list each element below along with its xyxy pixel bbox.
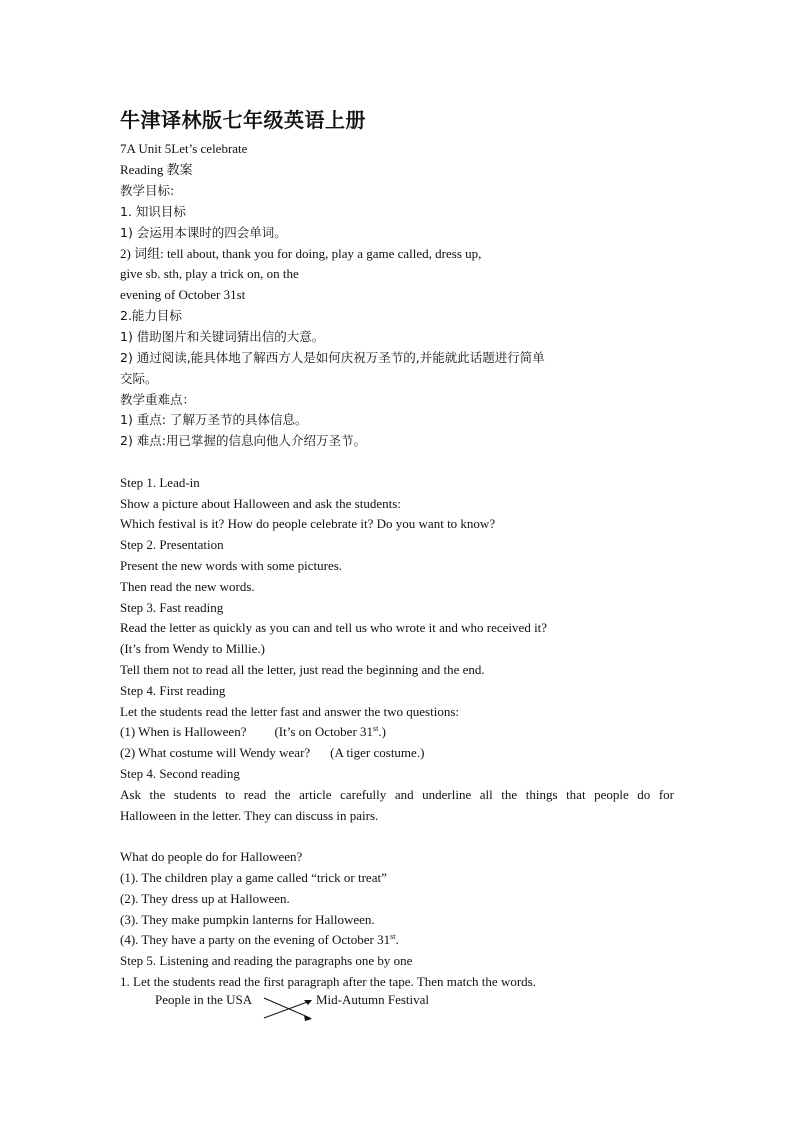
halloween-question: What do people do for Halloween? [120, 849, 303, 864]
step1-heading: Step 1. Lead-in [120, 475, 200, 490]
ability-goal-1: 1) 借助图片和关键词猜出信的大意。 [120, 329, 325, 344]
step2-text: Present the new words with some pictures. [120, 558, 343, 573]
question-1 [120, 723, 386, 741]
key-points-heading: 教学重难点： [120, 392, 196, 407]
ability-goal-2-cont: 交际。 [120, 371, 158, 386]
step4-text: Let the students read the letter fast and answer the two questions: [120, 704, 459, 719]
answer-2: (2). They dress up at Halloween. [120, 891, 290, 906]
step4b-text: Ask the students to read the article carefully and underline all the things that people do for [120, 787, 674, 802]
document-title: 牛津译林版七年级英语上册 [120, 108, 366, 132]
ability-goal-2: 2) 通过阅读,能具体地了解西方人是如何庆祝万圣节的,并能就此话题进行简单 [120, 350, 545, 365]
match-right-item: Mid-Autumn Festival [316, 992, 430, 1007]
knowledge-goal-1: 1) 会运用本课时的四会单词。 [120, 225, 287, 240]
step3-answer: (It’s from Wendy to Millie.) [120, 641, 265, 656]
ability-goal-heading: 2.能力目标 [120, 308, 182, 323]
step5-item-1: 1. Let the students read the first paragraph after the tape. Then match the words. [120, 974, 536, 989]
question-2 [120, 744, 424, 762]
knowledge-goal-heading: 1. 知识目标 [120, 204, 186, 219]
unit-heading: 7A Unit 5Let’s celebrate [120, 141, 248, 156]
question-1-text: (1) When is Halloween? [120, 724, 247, 739]
lesson-type: Reading 教案 [120, 162, 193, 177]
difficult-point: 2) 难点:用已掌握的信息向他人介绍万圣节。 [120, 433, 367, 448]
match-left-item: People in the USA [155, 992, 253, 1007]
question-2-answer: (A tiger costume.) [330, 745, 425, 760]
step4-heading: Step 4. First reading [120, 683, 226, 698]
step5-heading: Step 5. Listening and reading the paragraphs one by one [120, 953, 413, 968]
objectives-heading: 教学目标: [120, 183, 175, 198]
step3-heading: Step 3. Fast reading [120, 600, 224, 615]
step3-text: Read the letter as quickly as you can and tell us who wrote it and who received it? [120, 620, 548, 635]
step1-questions: Which festival is it? How do people celebrate it? Do you want to know? [120, 516, 496, 531]
step2-text2: Then read the new words. [120, 579, 255, 594]
knowledge-goal-2-cont: give sb. sth, play a trick on, on the [120, 266, 299, 281]
question-2-text: (2) What costume will Wendy wear? [120, 745, 311, 760]
step4b-text-cont: Halloween in the letter. They can discuss in pairs. [120, 808, 379, 823]
step2-heading: Step 2. Presentation [120, 537, 224, 552]
knowledge-goal-2-cont2: evening of October 31st [120, 287, 246, 302]
step3-text2: Tell them not to read all the letter, just read the beginning and the end. [120, 662, 485, 677]
question-1-answer: (It’s on October 31st.) [274, 724, 386, 739]
step4b-heading: Step 4. Second reading [120, 766, 240, 781]
answer-1: (1). The children play a game called “trick or treat” [120, 870, 387, 885]
answer-3: (3). They make pumpkin lanterns for Halloween. [120, 912, 375, 927]
key-point: 1) 重点: 了解万圣节的具体信息。 [120, 412, 308, 427]
answer-4: (4). They have a party on the evening of October 31st. [120, 932, 399, 947]
knowledge-goal-2: 2) 词组: tell about, thank you for doing, play a game called, dress up, [120, 246, 482, 261]
step1-text: Show a picture about Halloween and ask the students: [120, 496, 401, 511]
match-arrows-icon [262, 996, 322, 1026]
